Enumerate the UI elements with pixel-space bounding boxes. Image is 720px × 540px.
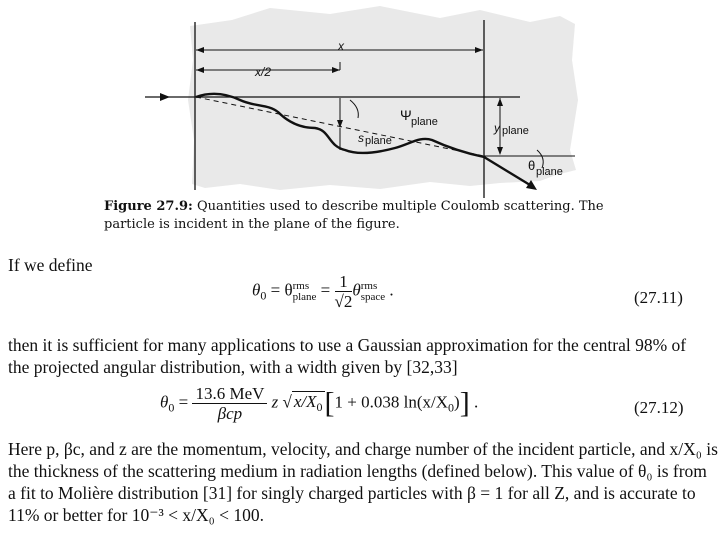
label-s: s xyxy=(358,131,364,145)
label-psi: Ψ xyxy=(400,107,412,123)
caption-text: Quantities used to describe multiple Coulomb scattering. The particle is incident in the plane of the figure. xyxy=(104,199,604,232)
label-x: x xyxy=(338,39,344,53)
label-y: y xyxy=(494,121,500,135)
label-theta-sub: plane xyxy=(536,166,563,178)
label-s-sub: plane xyxy=(365,135,392,147)
label-psi-sub: plane xyxy=(411,116,438,128)
equation-27-12: $\theta_0$ = $\frac{\text{13.6 MeV}}{\text{βcp}}$ z √ $x/X_0[1 + 0.038$ $\ln(x/X_0)$] . xyxy=(160,384,479,423)
label-x-half: x/2 xyxy=(255,65,272,79)
equation-27-11: $\theta_0 = \theta$ rms plane = $\frac{1}{√2}$ θ rms space . xyxy=(252,272,394,311)
caption-label: Figure 27.9: xyxy=(104,199,193,214)
equation-number-27-11: (27.11) xyxy=(634,288,683,307)
equation-number-27-12: (27.12) xyxy=(634,398,684,417)
paragraph-2: then it is sufficient for many applications to use a Gaussian approximation for the central 98% of the projected angular distribution, with a width given by [32,33] xyxy=(8,335,687,377)
label-theta: θ xyxy=(528,158,536,173)
label-y-sub: plane xyxy=(502,125,529,137)
figure-caption xyxy=(104,198,644,234)
scattering-medium xyxy=(188,6,578,190)
paragraph-1: If we define xyxy=(8,255,93,275)
paragraph-3: Here p, βc, and z are the momentum, velocity, and charge number of the incident particle, and x/X₀ is the thickness of the scattering medium in radiation lengths (defined below). This value of θ₀ is from a fit to Molière distribution [31] for singly charged particles with β = 1 for all Z, and is accurate to 11% or better for 10⁻³ < x/X₀ < 100. xyxy=(8,439,718,525)
